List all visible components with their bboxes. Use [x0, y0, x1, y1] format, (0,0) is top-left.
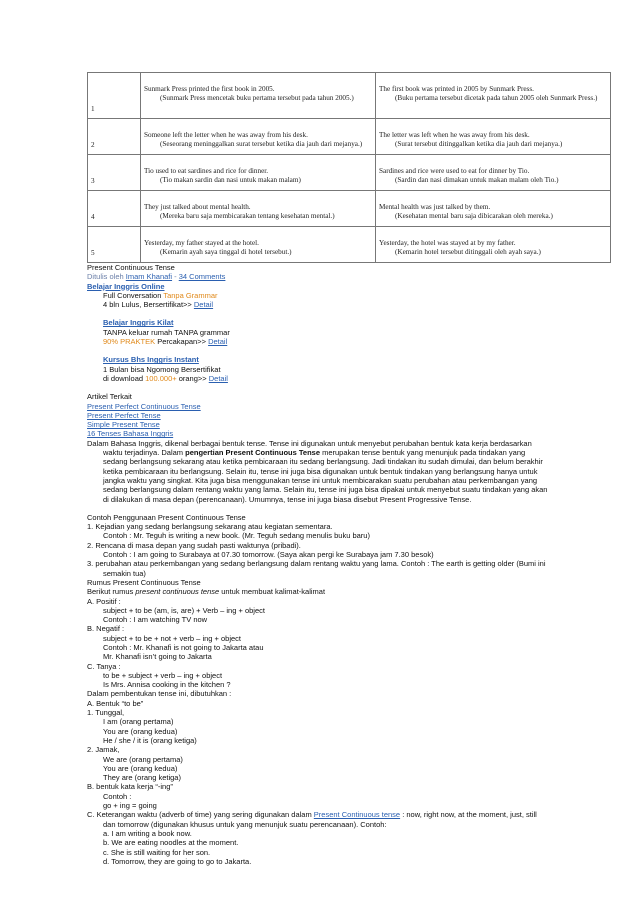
active-sentence-cell: [141, 119, 376, 155]
forms-singular: 1. Tunggal,: [87, 708, 125, 718]
passive-sentence: Sardines and rice were used to eat for dinner by Tio.: [379, 167, 530, 175]
formula-a-2: Contoh : I am watching TV now: [103, 615, 208, 625]
ad2-line2: 90% PRAKTEK Percakapan>> Detail: [103, 337, 228, 347]
intro-line-5: jangka waktu yang singkat. Kita juga bisa menggunakan tense ini untuk membicarakan suatu perubahan atau perkembangan yang: [103, 475, 538, 485]
formula-intro: Berikut rumus present continuous tense untuk membuat kalimat-kalimat: [87, 587, 326, 597]
ad1-line2: 4 bln Lulus, Bersertifikat>> Detail: [103, 300, 214, 310]
formula-heading: Rumus Present Continuous Tense: [87, 577, 201, 587]
example-2-contoh: Contoh : I am going to Surabaya at 07.30 tomorrow. (Saya akan pergi ke Surabaya jam 7.30 besok): [103, 550, 434, 560]
ad1-title[interactable]: Belajar Inggris Online: [87, 281, 165, 291]
passive-sentence-cell: [376, 155, 611, 191]
forms-c-2: dan tomorrow (digunakan khusus untuk yang menunjuk suatu perencanaan). Contoh:: [103, 819, 387, 829]
related-link-3[interactable]: Simple Present Tense: [87, 420, 160, 430]
post-title: Present Continuous Tense: [87, 263, 175, 272]
formula-c-2: Is Mrs. Annisa cooking in the kitchen ?: [103, 680, 231, 690]
table-row: [88, 191, 611, 227]
forms-b-2: go + ing = going: [103, 801, 157, 811]
ad1-highlight: Tanpa Grammar: [163, 290, 218, 300]
formula-a-1: subject + to be (am, is, are) + Verb – ing + object: [103, 605, 265, 615]
row-number: 1: [91, 105, 95, 114]
active-sentence-translation: (Seseorang meninggalkan surat tersebut ketika dia jauh dari mejanya.): [160, 139, 363, 148]
ad2-highlight: 90% PRAKTEK: [103, 337, 158, 347]
row-number-cell: [88, 191, 141, 227]
row-number: 2: [91, 141, 95, 150]
table-row: [88, 73, 611, 119]
example-1-contoh: Contoh : Mr. Teguh is writing a new book. (Mr. Teguh sedang menulis buku baru): [103, 531, 370, 541]
forms-singular-1: I am (orang pertama): [103, 717, 174, 727]
forms-c: C. Keterangan waktu (adverb of time) yang sering digunakan dalam Present Continuous tense : now, right now, at the moment, just, still: [87, 810, 537, 820]
intro-line-7: di dilakukan di masa depan (perencanaan). Umumnya, tense ini juga biasa disebut Present Progressive Tense.: [103, 494, 472, 504]
active-sentence-translation: (Tio makan sardin dan nasi untuk makan malam): [160, 175, 301, 184]
ad1-line1: Full Conversation Tanpa Grammar: [103, 290, 218, 300]
forms-singular-2: You are (orang kedua): [103, 726, 178, 736]
ad3-line1: 1 Bulan bisa Ngomong Bersertifikat: [103, 364, 221, 374]
forms-plural: 2. Jamak,: [87, 745, 120, 755]
comments-link[interactable]: 34 Comments: [178, 272, 226, 282]
active-sentence-translation: (Kemarin ayah saya tinggal di hotel tersebut.): [160, 247, 292, 256]
forms-c-b: b. We are eating noodles at the moment.: [103, 838, 239, 848]
forms-c-a: a. I am writing a book now.: [103, 828, 192, 838]
passive-sentence-cell: [376, 119, 611, 155]
row-number: 4: [91, 213, 95, 222]
active-sentence: Someone left the letter when he was away from his desk.: [144, 131, 308, 139]
active-sentence-cell: [141, 191, 376, 227]
passive-sentence: Yesterday, the hotel was stayed at by my father.: [379, 239, 516, 247]
example-1: 1. Kejadian yang sedang berlangsung sekarang atau kegiatan sementara.: [87, 522, 333, 532]
forms-plural-3: They are (orang ketiga): [103, 773, 181, 783]
passive-sentence: The first book was printed in 2005 by Sunmark Press.: [379, 85, 534, 93]
ad3-detail-link[interactable]: Detail: [208, 373, 228, 383]
formula-b-2: Contoh : Mr. Khanafi is not going to Jakarta atau: [103, 642, 264, 652]
examples-table: [87, 72, 611, 263]
passive-sentence-translation: (Kemarin hotel tersebut ditinggali oleh ayah saya.): [395, 247, 541, 256]
passive-sentence-cell: [376, 73, 611, 119]
forms-c-d: d. Tomorrow, they are going to go to Jakarta.: [103, 856, 252, 866]
ad1-detail-link[interactable]: Detail: [193, 300, 214, 310]
forms-b-1: Contoh :: [103, 791, 132, 801]
ad2-line1: TANPA keluar rumah TANPA grammar: [103, 327, 230, 337]
table-row: [88, 155, 611, 191]
passive-sentence-translation: (Sardin dan nasi dimakan untuk makan malam oleh Tio.): [395, 175, 559, 184]
byline: [87, 272, 607, 281]
related-link-1[interactable]: Present Perfect Continuous Tense: [87, 401, 201, 411]
related-link-4[interactable]: 16 Tenses Bahasa Inggris: [87, 429, 174, 439]
row-number-cell: [88, 73, 141, 119]
related-link-2[interactable]: Present Perfect Tense: [87, 410, 161, 420]
forms-singular-3: He / she / it is (orang ketiga): [103, 735, 197, 745]
byline-sep: -: [172, 272, 179, 282]
passive-sentence: Mental health was just talked by them.: [379, 203, 491, 211]
formula-c: C. Tanya :: [87, 661, 121, 671]
author-link[interactable]: Imam Khanafi: [125, 272, 173, 282]
row-number-cell: [88, 155, 141, 191]
formula-b-3: Mr. Khanafi isn’t going to Jakarta: [103, 652, 212, 662]
active-sentence-cell: [141, 155, 376, 191]
passive-sentence: The letter was left when he was away from his desk.: [379, 131, 530, 139]
row-number: 3: [91, 177, 95, 186]
byline-prefix: Ditulis oleh: [87, 272, 126, 282]
intro-line-3: sedang berlangsung sekarang atau ketika pembicaraan itu sedang berlangsung. Jadi tindakan itu sudah dimulai, dan belum berakhir: [103, 457, 543, 467]
related-heading: Artikel Terkait: [87, 392, 132, 402]
forms-c-c: c. She is still waiting for her son.: [103, 847, 211, 857]
active-sentence: Yesterday, my father stayed at the hotel.: [144, 239, 259, 247]
active-sentence-translation: (Sunmark Press mencetak buku pertama tersebut pada tahun 2005.): [160, 93, 354, 102]
ad3-highlight: 100.000+: [145, 373, 177, 383]
article-body: [87, 263, 607, 866]
active-sentence-cell: [141, 73, 376, 119]
passive-sentence-cell: [376, 227, 611, 263]
formula-c-1: to be + subject + verb – ing + object: [103, 670, 223, 680]
row-number: 5: [91, 249, 95, 258]
present-continuous-link[interactable]: Present Continuous tense: [313, 810, 401, 820]
ad3-line2: di download 100.000+ orang>> Detail: [103, 373, 228, 383]
forms-b: B. bentuk kata kerja “-ing”: [87, 782, 173, 792]
document-page: [87, 72, 607, 866]
formula-a: A. Positif :: [87, 596, 121, 606]
table-row: [88, 227, 611, 263]
table-row: [88, 119, 611, 155]
examples-heading: Contoh Penggunaan Present Continuous Tense: [87, 512, 246, 522]
definition-term: pengertian Present Continuous Tense: [185, 448, 321, 458]
intro-line-2: waktu terjadinya. Dalam pengertian Present Continuous Tense merupakan tense bentuk yang menunjuk pada tindakan yang: [103, 448, 526, 458]
row-number-cell: [88, 227, 141, 263]
forms-a: A. Bentuk “to be”: [87, 698, 144, 708]
passive-sentence-cell: [376, 191, 611, 227]
example-3: 3. perubahan atau perkembangan yang sedang berlangsung dalam rentang waktu yang lama. Contoh : The earth is getting older (Bumi ini: [87, 559, 546, 569]
active-sentence: Tio used to eat sardines and rice for dinner.: [144, 167, 269, 175]
formula-b: B. Negatif :: [87, 624, 125, 634]
active-sentence: They just talked about mental health.: [144, 203, 251, 211]
active-sentence-translation: (Mereka baru saja membicarakan tentang kesehatan mental.): [160, 211, 335, 220]
ad2-title[interactable]: Belajar Inggris Kilat: [103, 318, 174, 328]
passive-sentence-translation: (Buku pertama tersebut dicetak pada tahun 2005 oleh Sunmark Press.): [395, 93, 598, 102]
active-sentence-cell: [141, 227, 376, 263]
intro-line-4: ketika pembicaraan itu berlangsung. Selain itu, tense ini juga bisa digunakan untuk bentuk tindakan yang berlangsung hanya untuk: [103, 466, 538, 476]
ad3-title[interactable]: Kursus Bhs Inggris Instant: [103, 355, 199, 365]
passive-sentence-translation: (Kesehatan mental baru saja dibicarakan oleh mereka.): [395, 211, 553, 220]
formula-b-1: subject + to be + not + verb – ing + object: [103, 633, 242, 643]
forms-plural-2: You are (orang kedua): [103, 763, 178, 773]
example-2: 2. Rencana di masa depan yang sudah pasti waktunya (pribadi).: [87, 540, 301, 550]
forms-plural-1: We are (orang pertama): [103, 754, 183, 764]
intro-line-1: Dalam Bahasa Inggris, dikenal berbagai bentuk tense. Tense ini digunakan untuk menyebut perubahan bentuk kata kerja berdasarkan: [87, 438, 532, 448]
forms-heading: Dalam pembentukan tense ini, dibutuhkan :: [87, 689, 232, 699]
intro-line-6: sedang berlangsung dalam rentang waktu yang lama. Selain itu, tense ini juga bisa dipakai untuk menyebut suatu tindakan yang akan: [103, 485, 548, 495]
ad2-detail-link[interactable]: Detail: [208, 337, 228, 347]
example-3-cont: semakin tua): [103, 568, 146, 578]
active-sentence: Sunmark Press printed the first book in 2005.: [144, 85, 275, 93]
row-number-cell: [88, 119, 141, 155]
passive-sentence-translation: (Surat tersebut ditinggalkan ketika dia jauh dari mejanya.): [395, 139, 563, 148]
